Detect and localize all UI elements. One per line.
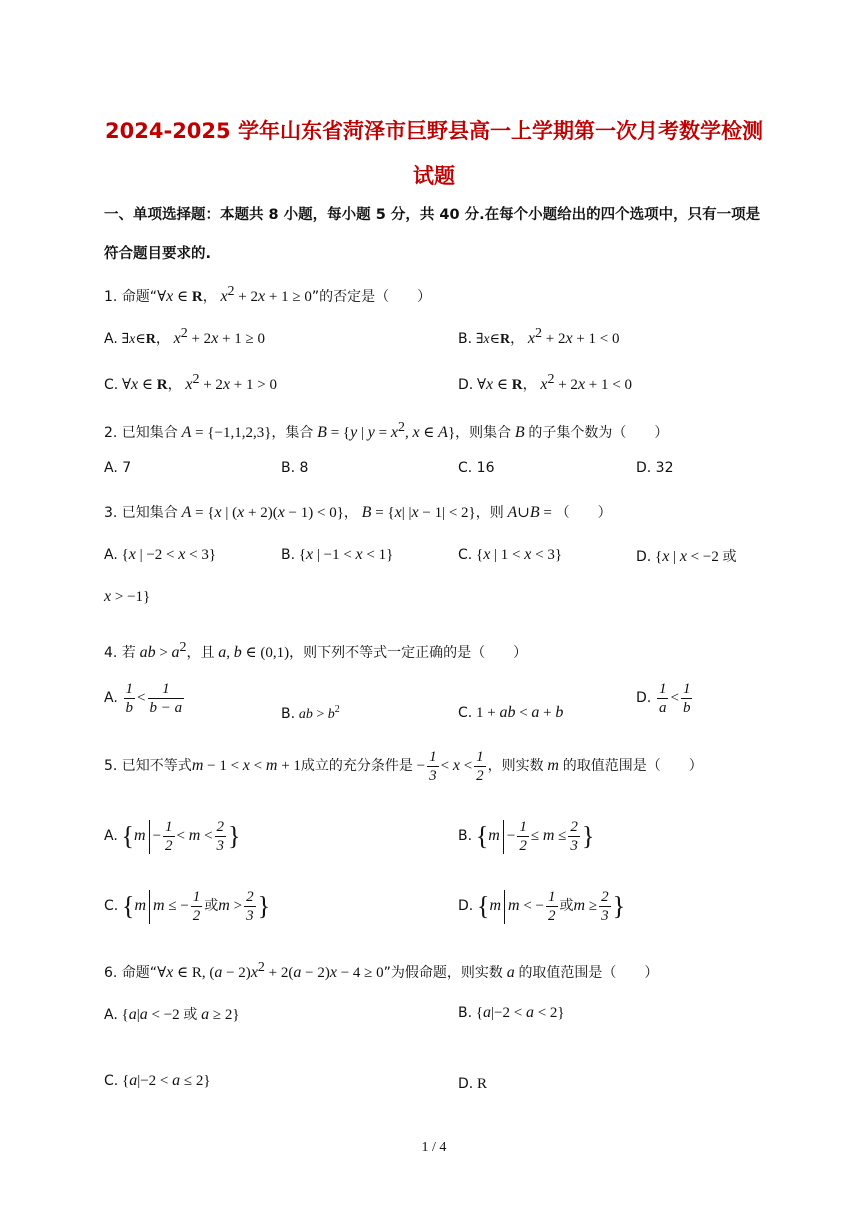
q2-option-c: C. 16 bbox=[458, 460, 495, 476]
q2-option-a: A. 7 bbox=[104, 460, 132, 476]
q4-option-c: C. 1 + ab < a + b bbox=[458, 704, 564, 721]
question-4: 4. 若 ab > $a^2$，且 a, b ∈ (0,1)，则下列不等式一定正确的是（ ） bbox=[104, 640, 528, 661]
q3-option-a: A. {x | −2 < x < 3} bbox=[104, 546, 217, 563]
q1-option-d: D. ∀x ∈ R， $x^2 + 2x + 1 < 0$ bbox=[458, 372, 632, 393]
question-1: 1. 命题“∀x ∈ R， $x^2 + 2x + 1 \ge 0$”的否定是（ ） bbox=[104, 284, 432, 305]
q1-option-a: A. ∃x∈R， $x^2 + 2x + 1 \ge 0$ bbox=[104, 326, 265, 347]
q5-option-b: B. {m − $\frac{1}{2}$ ≤ m ≤ $\frac{2}{3}$ } bbox=[458, 819, 595, 854]
page-number: 1 / 4 bbox=[421, 1140, 447, 1155]
question-3: 3. 已知集合 A = {x | (x + 2)(x − 1) < 0}， B = {x| |x − 1| < 2}，则 A∪B = （ ） bbox=[104, 504, 612, 521]
question-2: 2. 已知集合 A = {−1,1,2,3}，集合 B = {y | $y = x^2$, x ∈ A}，则集合 B 的子集个数为（ ） bbox=[104, 420, 669, 441]
q6-option-a: A. {a|a < −2 或 a ≥ 2} bbox=[104, 1006, 240, 1023]
q5-option-d: D. {m m < − $\frac{1}{2}$ 或m ≥ $\frac{2}{3}$ } bbox=[458, 889, 626, 924]
q1-option-c: C. ∀x ∈ R， $x^2 + 2x + 1 > 0$ bbox=[104, 372, 277, 393]
q1-text: 1. 命题“ bbox=[104, 289, 158, 305]
q1-tail: ”的否定是（ ） bbox=[311, 289, 432, 305]
q6-option-c: C. {a|−2 < a ≤ 2} bbox=[104, 1072, 211, 1089]
doc-title-line1: 2024-2025 学年山东省菏泽市巨野县高一上学期第一次月考数学检测 bbox=[105, 119, 763, 143]
q5-option-c: C. {m m ≤ − $\frac{1}{2}$ 或m > $\frac{2}{3}$ } bbox=[104, 889, 271, 924]
q3-option-b: B. {x | −1 < x < 1} bbox=[281, 546, 394, 563]
q3-option-c: C. {x | 1 < x < 3} bbox=[458, 546, 563, 563]
q5-option-a: A. {m − $\frac{1}{2}$ < m < $\frac{2}{3}$ } bbox=[104, 819, 241, 854]
q4-option-b: B. ab > $b^2$ bbox=[281, 704, 340, 722]
section-heading-cont: 符合题目要求的. bbox=[104, 246, 212, 262]
doc-title-line2: 试题 bbox=[413, 164, 455, 188]
q6-option-b: B. {a|−2 < a < 2} bbox=[458, 1004, 565, 1021]
question-6: 6. 命题“∀x ∈ R, $(a - 2)x^2 + 2(a - 2)x - 4 \ge 0$”为假命题，则实数 a 的取值范围是（ ） bbox=[104, 960, 659, 981]
q4-option-d: D. $\frac{1}{a}$ < $\frac{1}{b}$ bbox=[636, 681, 691, 716]
section-heading: 一、单项选择题：本题共 8 小题，每小题 5 分，共 40 分.在每个小题给出的四个选项中，只有一项是 bbox=[104, 207, 761, 223]
q2-option-d: D. 32 bbox=[636, 460, 674, 476]
q3-option-d: D. {x | x < −2 或 bbox=[636, 548, 737, 565]
q3-option-d-cont: x > −1} bbox=[104, 588, 151, 605]
q1-option-b: B. ∃x∈R， $x^2 + 2x + 1 < 0$ bbox=[458, 326, 620, 347]
q2-option-b: B. 8 bbox=[281, 460, 309, 476]
q4-option-a: A. $\frac{1}{b}$ < $\frac{1}{b - a}$ bbox=[104, 681, 183, 716]
q6-option-d: D. R bbox=[458, 1076, 487, 1092]
question-5: 5. 已知不等式m − 1 < x < m + 1成立的充分条件是 − $\frac{1}{3}$ < x < $\frac{1}{2}$ ，则实数 m 的取值范围是（ ） bbox=[104, 749, 703, 784]
